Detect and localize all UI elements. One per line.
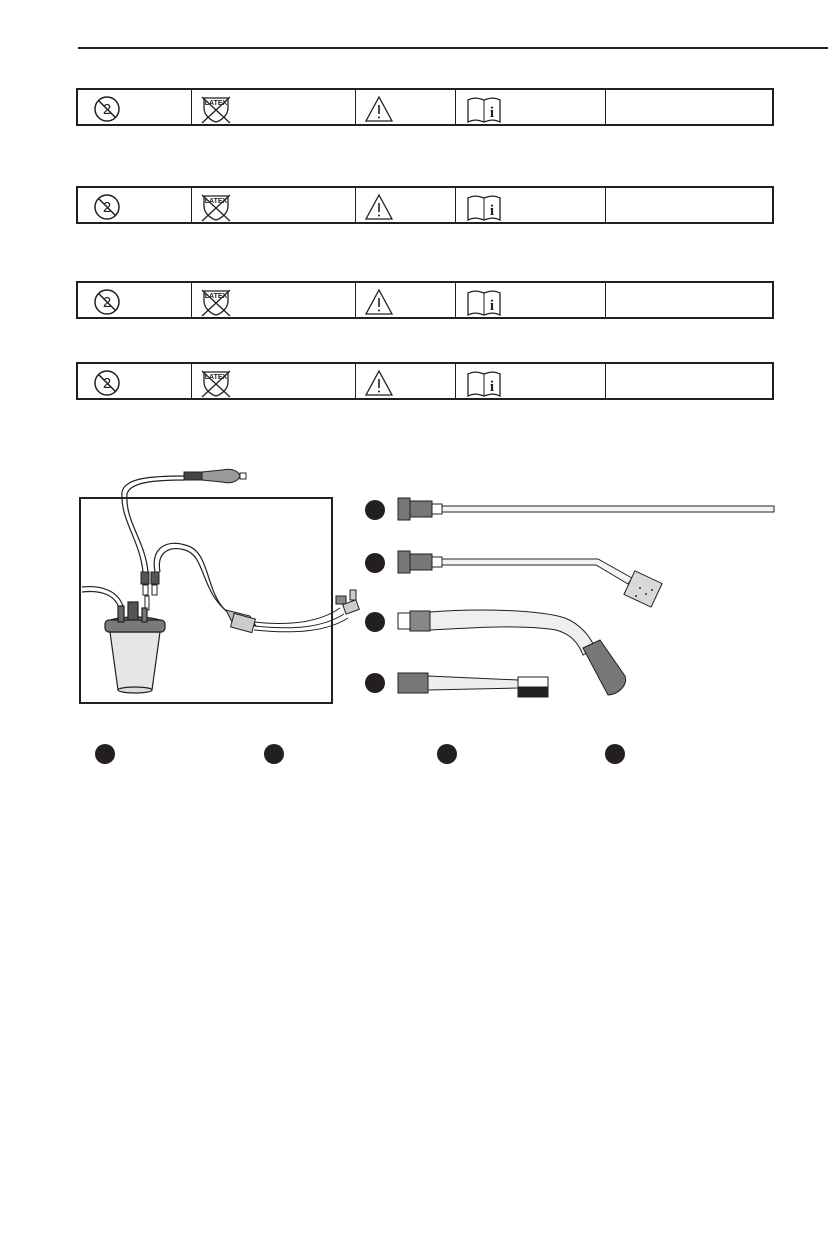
sponge-suction-tip [398,551,662,607]
ifu-glyph: i [489,379,495,395]
latex-label: LATEX [204,198,228,205]
straight-suction-tip [398,498,774,520]
brush-suction-tip [398,673,548,697]
tube-fittings [141,572,159,610]
latex-label: LATEX [204,293,228,300]
reuse-digit: 2 [102,101,112,118]
reuse-digit: 2 [102,294,112,311]
latex-label: LATEX [204,100,228,107]
component-badge [365,500,385,520]
ifu-glyph: i [489,105,495,121]
tube-connector-top [184,469,246,483]
legend-badge [605,744,625,764]
reuse-digit: 2 [102,375,112,392]
ifu-glyph: i [489,203,495,219]
reuse-digit: 2 [102,199,112,216]
legend-badge [437,744,457,764]
manifold-connector [226,590,359,633]
component-badge [365,612,385,632]
legend-badge [264,744,284,764]
legend-badge [95,744,115,764]
component-badge [365,553,385,573]
component-badge [365,673,385,693]
suction-canister [105,602,165,693]
ifu-glyph: i [489,298,495,314]
latex-label: LATEX [204,374,228,381]
